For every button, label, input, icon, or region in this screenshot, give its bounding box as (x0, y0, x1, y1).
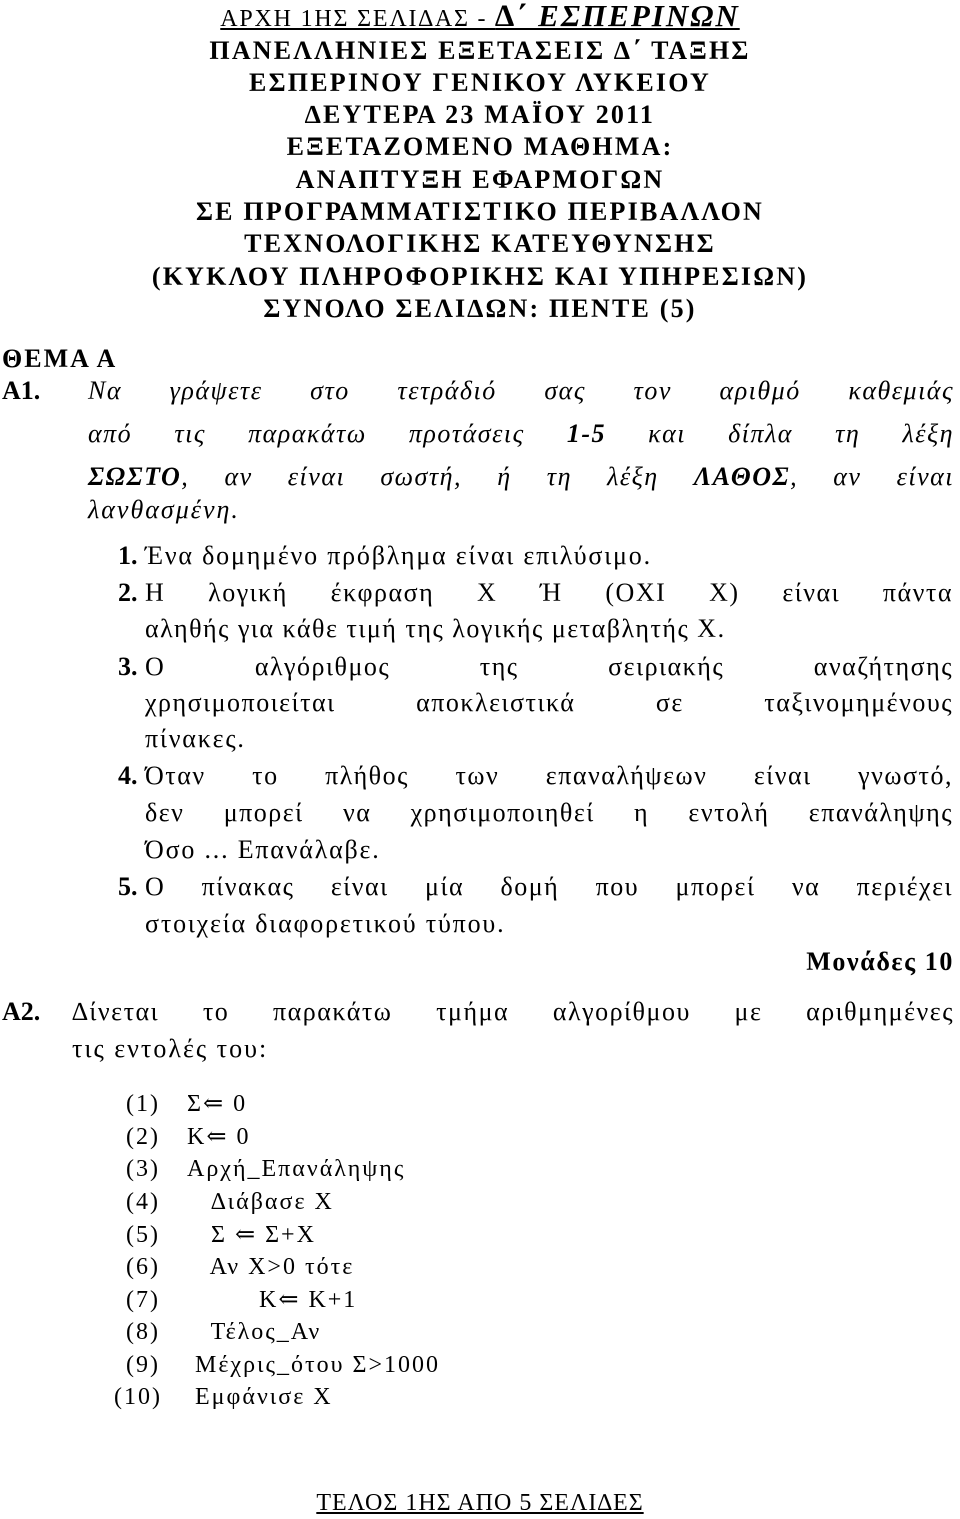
code-line-6-number: (6) (126, 1254, 160, 1280)
statement-3-line-3: πίνακες. (145, 724, 246, 753)
exam-class-label: ∆΄ ΕΣΠΕΡΙΝΩΝ (495, 0, 740, 33)
statement-4-number: 4. (118, 761, 138, 790)
statement-1-number: 1. (118, 541, 138, 570)
header-line-3: ∆ΕΥΤΕΡΑ 23 ΜΑΪΟΥ 2011 (304, 100, 656, 129)
page-footer: ΤΕΛΟΣ 1ΗΣ ΑΠΟ 5 ΣΕΛΙ∆ΕΣ (316, 1490, 644, 1516)
page-header-top (0, 0, 960, 35)
code-line-7-text: Κ⇐ Κ+1 (187, 1287, 358, 1313)
code-line-9-text: Μέχρις_ότου Σ>1000 (187, 1352, 441, 1378)
code-line-7-number: (7) (126, 1287, 160, 1313)
a2-line-2: τις εντολές του: (72, 1034, 269, 1063)
code-line-1-number: (1) (126, 1091, 160, 1117)
statement-5-number: 5. (118, 872, 138, 901)
code-line-4-number: (4) (126, 1189, 160, 1215)
statement-2-number: 2. (118, 578, 138, 607)
statement-5-line-2: στοιχεία διαφορετικού τύπου. (145, 909, 506, 938)
statement-3-number: 3. (118, 652, 138, 681)
statement-3-line-2: χρησιμοποιείται αποκλειστικά σε ταξινομημένους (145, 688, 953, 717)
header-line-9: ΣΥΝΟΛΟ ΣΕΛΙ∆ΩΝ: ΠΕΝΤΕ (5) (263, 294, 697, 323)
code-line-9-number: (9) (126, 1352, 160, 1378)
code-line-10-text: Εμφάνισε Χ (187, 1384, 333, 1410)
header-line-8: (ΚΥΚΛΟΥ ΠΛΗΡΟΦΟΡΙΚΗΣ ΚΑΙ ΥΠΗΡΕΣΙΩΝ) (151, 262, 809, 291)
header-line-4: ΕΞΕΤΑΖΟΜΕΝΟ ΜΑΘΗΜΑ: (286, 132, 674, 161)
header-line-6: ΣΕ ΠΡΟΓΡΑΜΜΑΤΙΣΤΙΚΟ ΠΕΡΙΒΑΛΛΟΝ (195, 197, 765, 226)
marks-label: Μονάδες 10 (806, 947, 954, 976)
statement-5-line-1: Ο πίνακας είναι μία δομή που μπορεί να περιέχει (145, 872, 953, 901)
statement-4-line-3: Όσο ... Επανάλαβε. (145, 835, 381, 864)
code-line-3-number: (3) (126, 1156, 160, 1182)
a1-line-2: από τις παρακάτω προτάσεις 1-5 και δίπλα τη λέξη (88, 419, 954, 448)
code-line-4-text: ∆ιάβασε Χ (187, 1189, 334, 1215)
code-line-5-number: (5) (126, 1222, 160, 1248)
code-line-5-text: Σ ⇐ Σ+Χ (187, 1222, 316, 1248)
code-line-1-text: Σ⇐ 0 (187, 1091, 248, 1117)
code-line-3-text: Αρχή_Επανάληψης (187, 1156, 406, 1182)
header-line-7: ΤΕΧΝΟΛΟΓΙΚΗΣ ΚΑΤΕΥΘΥΝΣΗΣ (244, 229, 716, 258)
statement-2-line-2: αληθής για κάθε τιμή της λογικής μεταβλητής Χ. (145, 614, 726, 643)
statement-4-line-2: δεν μπορεί να χρησιμοποιηθεί η εντολή επανάληψης (145, 798, 953, 827)
code-line-8-text: Τέλος_Αν (187, 1319, 322, 1345)
code-line-8-number: (8) (126, 1319, 160, 1345)
header-line-2: ΕΣΠΕΡΙΝΟΥ ΓΕΝΙΚΟΥ ΛΥΚΕΙΟΥ (249, 68, 711, 97)
header-line-1: ΠΑΝΕΛΛΗΝΙΕΣ ΕΞΕΤΑΣΕΙΣ ∆΄ ΤΑΞΗΣ (209, 36, 751, 65)
code-line-2-number: (2) (126, 1124, 160, 1150)
code-line-10-number: (10) (114, 1384, 162, 1410)
statement-3-line-1: Ο αλγόριθμος της σειριακής αναζήτησης (145, 652, 953, 681)
statement-1-text: Ένα δομημένο πρόβλημα είναι επιλύσιμο. (145, 541, 652, 570)
a1-line-4: λανθασμένη. (88, 495, 240, 524)
a2-label: Α2. (2, 997, 41, 1026)
theme-title: ΘΕΜΑ Α (2, 344, 118, 373)
a1-line-3: ΣΩΣΤΟ, αν είναι σωστή, ή τη λέξη ΛΑΘΟΣ, αν είναι (88, 462, 954, 491)
statement-4-line-1: Όταν το πλήθος των επαναλήψεων είναι γνωστό, (145, 761, 953, 790)
a1-label: Α1. (2, 376, 41, 405)
header-line-5: ΑΝΑΠΤΥΞΗ ΕΦΑΡΜΟΓΩΝ (295, 165, 665, 194)
a2-line-1: ∆ίνεται το παρακάτω τμήμα αλγορίθμου με αριθμημένες (72, 997, 954, 1026)
page-indicator: ΑΡΧΗ 1ΗΣ ΣΕΛΙ∆ΑΣ - (220, 6, 496, 32)
a1-line-1: Να γράψετε στο τετράδιό σας τον αριθμό καθεμιάς (88, 376, 954, 405)
statement-2-line-1: Η λογική έκφραση Χ Ή (ΟΧΙ Χ) είναι πάντα (145, 578, 953, 607)
code-line-6-text: Αν Χ>0 τότε (187, 1254, 355, 1280)
code-line-2-text: Κ⇐ 0 (187, 1124, 251, 1150)
